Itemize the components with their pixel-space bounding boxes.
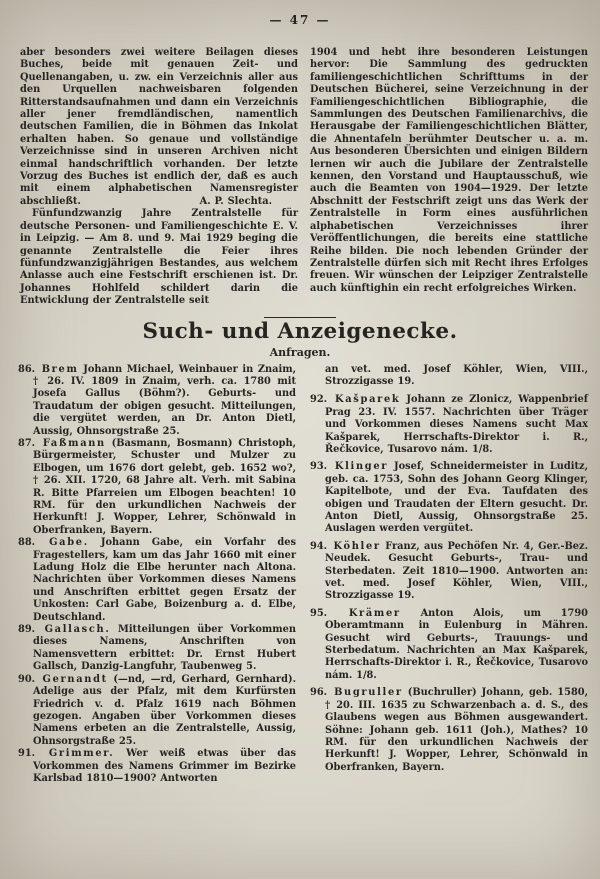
top-article-columns [20, 47, 588, 308]
top-right-column [310, 47, 588, 308]
entry-surname: Köhler [333, 540, 381, 552]
article-lead-title: Fünfundzwanzig Jahre Zentralstelle für deutsche Personen- und Familiengeschichte E. V. in Leipzig. [20, 208, 298, 245]
review-signature: A. P. Slechta. [199, 195, 272, 207]
article-lead-body: — Am 8. und 9. Mai 1929 beging die genannte Zentralstelle die Feier ihres fünfundzwanzigjährigen Bestandes, aus welchem Anlasse auch eine Festschrift erschienen ist. Dr. Johannes Hohlfeld schildert darin die Entwicklung der Zentralstelle seit [20, 233, 298, 307]
inquiries-right-column [310, 364, 588, 786]
entry-number: 93. [310, 461, 328, 473]
inquiry-entry-92 [310, 394, 588, 456]
entry-text: (Basmann, Bosmann) Christoph, Bürgermeister, Schuster und Mulzer zu Elbogen, um 1676 dort gelebt, geb. 1652 wo?, † 26. XII. 1720, 68 Jahre alt. Verh. mit Sabina R. Bitte Pfarreien um Elbogen beachten! 10 RM. für den urkundlichen Nachweis der Herkunft! J. Wopper, Lehrer, Schönwald in Oberfranken, Bayern. [33, 437, 296, 536]
page-number: — 47 — [269, 13, 331, 27]
entry-text: Anton Alois, um 1790 Oberamtmann in Eulenburg in Mähren. Gesucht wird Geburts-, Trauungs- und Sterbedatum. Nachrichten an Max Kašparek, Herrschafts-Direktor i. R., Řečkovice, Tusarovo nám. 1/8. [325, 607, 588, 681]
entry-number: 88. [18, 537, 36, 549]
entry-number: 87. [18, 437, 36, 449]
inquiry-entry-93 [310, 461, 588, 535]
entry-number: 96. [310, 687, 328, 699]
entry-text: Josef, Schneidermeister in Luditz, geb. ca. 1753, Sohn des Johann Georg Klinger, Kapitelbote, und der Eva. Taufdaten des obigen und Traudaten der Eltern gesucht. Dr. Anton Dietl, Aussig, Ohnsorgstraße 25. Auslagen werden vergütet. [325, 461, 588, 535]
inquiries-left-column [18, 364, 296, 786]
entry-number: 94. [310, 540, 328, 552]
entry-number: 92. [310, 394, 328, 406]
entry-surname: Faßmann [42, 437, 106, 449]
entry-surname: Brem [41, 363, 79, 375]
entry-number: 86. [18, 363, 36, 375]
inquiry-entry-91 [18, 748, 296, 785]
section-divider-rule [264, 317, 336, 318]
entry-text: Wer weiß etwas über das Vorkommen des Namens Grimmer im Bezirke Karlsbad 1810—1900? Antworten [33, 748, 296, 784]
inquiry-entry-87 [18, 438, 296, 537]
entry-surname: Gernandt [42, 673, 108, 685]
inquiry-entry-90 [18, 674, 296, 748]
zentralstelle-article-paragraph [20, 208, 298, 307]
entry-text: (Buchruller) Johann, geb. 1580, † 20. III. 1635 zu Schwarzenbach a. d. S., des Glaubens wegen aus Böhmen ausgewandert. Söhne: Johann geb. 1611 (Joh.), Mathes? 10 RM. für den urkundlichen Nachweis der Herkunft! J. Wopper, Lehrer, Schönwald in Oberfranken, Bayern. [325, 687, 588, 773]
entry-text: Johann Michael, Weinbauer in Znaim, † 26. IV. 1809 in Znaim, verh. ca. 1780 mit Josefa Gallus (Böhm?). Geburts- und Traudatum der obigen gesucht. Mitteilungen, die vergütet werden, an Dr. Anton Dietl, Aussig, Ohnsorgstraße 25. [33, 363, 296, 437]
entry-text: Johann Gabe, ein Vorfahr des Fragestellers, kam um das Jahr 1660 mit einer Ladung Holz die Elbe herunter nach Altona. Nachrichten über Vorkommen dieses Namens und Anschriften erbittet gegen Ersatz der Unkosten: Carl Gabe, Boizenburg a. d. Elbe, Deutschland. [33, 537, 296, 623]
entry-text: Johann ze Zlonicz, Wappenbrief Prag 23. IV. 1557. Nachrichten über Träger und Vorkommen dieses Namens sucht Max Kašparek, Herrschafts-Direktor i. R., Řečkovice, Tusarovo nám. 1/8. [325, 394, 588, 455]
inquiry-entry-96 [310, 687, 588, 774]
entry-surname: Kašparek [335, 394, 401, 406]
entry-text: Franz, aus Pechöfen Nr. 4, Ger.-Bez. Neudek. Gesucht Geburts-, Trau- und Sterbedaten. Zeit 1810—1900. Antworten an: vet. med. Josef Köhler, Wien, VIII., Strozzigasse 19. [325, 540, 588, 602]
entry-surname: Grimmer. [48, 748, 115, 760]
inquiry-entry-86 [18, 364, 296, 438]
book-review-paragraph: aber besonders zwei weitere Beilagen dieses Buches, beide mit genauen Zeit- und Quellenangaben, u. zw. ein Verzeichnis aller aus den Urquellen nachweisbaren folgenden Ritterstandsaufnahmen und dann ein Verzeichnis aller jener fremdländischen, namentlich deutschen Familien, die in Böhmen das Inkolat erhalten haben. So genaue und vollständige Verzeichnisse sind in unseren Archiven nicht einmal handschriftlich vorhanden. Der letzte Vorzug des Buches ist endlich der, daß es auch mit einem alphabetischen Namensregister abschließt. [20, 47, 298, 207]
top-left-column [20, 47, 298, 308]
entry-surname: Bugruller [334, 687, 403, 699]
zentralstelle-article-continuation: 1904 und hebt ihre besonderen Leistungen hervor: Die Sammlung des gedruckten familiengeschichtlichen Schrifttums in der Deutschen Bücherei, seine Verzeichnung in der Familiengeschichtlichen Bibliographie, die Sammlungen des Deutschen Familienarchivs, die Herausgabe der Familiengeschichtlichen Blätter, die Ahnentafeln berühmter Deutscher u. a. m. Aus besonderen Übersichten und einigen Bildern lernen wir auch die Jubilare der Zentralstelle kennen, den Vorstand und Hauptausschuß, wie auch die Beamten von 1904—1929. Der letzte Abschnitt der Festschrift zeigt uns das Werk der Zentralstelle in Form eines ausführlichen alphabetischen Verzeichnisses ihrer Veröffentlichungen, die bereits eine stattliche Reihe bilden. Die noch lebenden Gründer der Zentralstelle dürfen sich mit Recht ihres Erfolges freuen. Wir wünschen der Leipziger Zentralstelle auch künftighin ein recht erfolgreiches Wirken. [310, 47, 588, 294]
entry-number: 90. [18, 673, 36, 685]
inquiry-entry-94 [310, 541, 588, 603]
entry-surname: Klinger [334, 461, 389, 473]
inquiry-entry-89 [18, 624, 296, 674]
inquiry-entry-95 [310, 608, 588, 682]
inquiry-entry-91-continuation: an vet. med. Josef Köhler, Wien, VIII., Strozzigasse 19. [325, 363, 588, 387]
entry-number: 95. [310, 607, 328, 619]
entry-surname: Gallasch. [44, 624, 111, 636]
entry-text: (—nd, —rd, Gerhard, Gernhard). Adelige aus der Pfalz, mit dem Kurfürsten Friedrich v. d. Pfalz 1619 nach Böhmen gezogen. Angaben über Vorkommen dieses Namens erbeten an die Zentralstelle, Aussig, Ohnsorgstraße 25. [33, 673, 296, 747]
entry-surname: Gabe. [49, 537, 89, 549]
entry-number: 89. [18, 624, 36, 636]
entry-surname: Krämer [348, 607, 401, 619]
inquiry-entry-88 [18, 537, 296, 624]
section-title: Such- und Anzeigenecke. [142, 318, 458, 344]
entry-number: 91. [18, 748, 36, 760]
section-subtitle: Anfragen. [269, 345, 331, 359]
inquiry-columns [18, 364, 588, 786]
entry-text: Mitteilungen über Vorkommen dieses Namens, Anschriften von Namensvettern erbittet: Dr. Ernst Hubert Gallsch, Danzig-Langfuhr, Taubenweg 5. [33, 624, 297, 673]
